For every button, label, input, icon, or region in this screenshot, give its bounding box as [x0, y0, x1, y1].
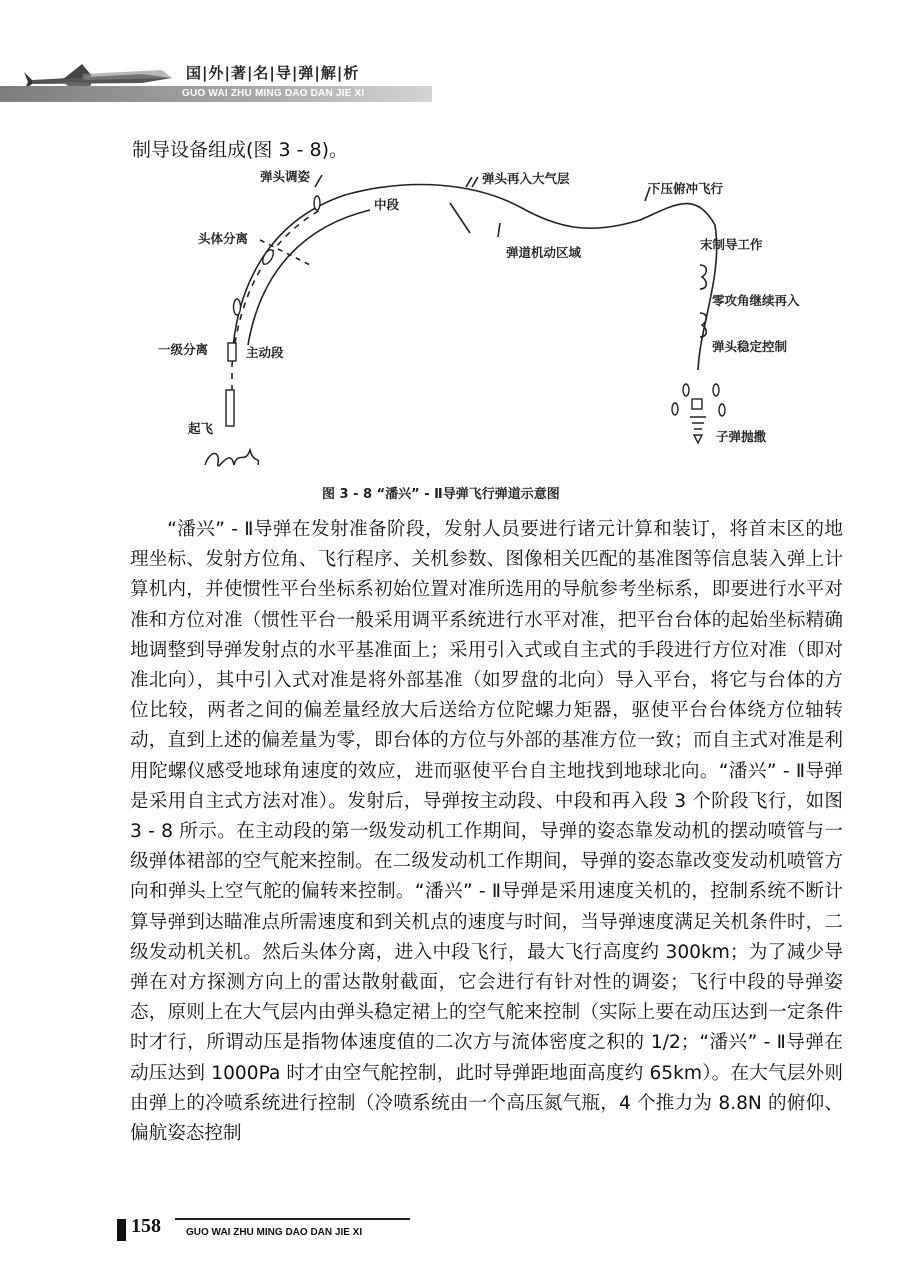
- label-warhead-attitude: 弹头调姿: [260, 169, 311, 184]
- label-boost-phase: 主动段: [246, 345, 284, 360]
- intro-line: 制导设备组成(图 3 - 8)。: [132, 139, 348, 161]
- label-dive: 下压俯冲飞行: [648, 181, 724, 196]
- launch-missile: [226, 390, 234, 426]
- page-header: [0, 0, 910, 110]
- label-midcourse: 中段: [374, 197, 400, 212]
- stage1-booster: [228, 343, 236, 361]
- label-zero-aoa: 零攻角继续再入: [712, 293, 800, 308]
- footer-rule: [175, 1218, 410, 1220]
- footer-pinyin: GUO WAI ZHU MING DAO DAN JIE XI: [186, 1227, 363, 1238]
- body-paragraph: “潘兴” - Ⅱ导弹在发射准备阶段，发射人员要进行诸元计算和装订，将首末区的地理坐标、发射方位角、飞行程序、关机参数、图像相关匹配的基准图等信息装入弹上计算机内，并使惯性平台坐标系初始位置对准所选用的导航参考坐标系，即要进行水平对准和方位对准（惯性平台一般采用调平系统进行水平对准，把平台台体的起始坐标精确地调整到导弹发射点的水平基准面上；采用引入式或自主式的手段进行方位对准（即对准北向），其中引入式对准是将外部基准（如罗盘的北向）导入平台，将它与台体的方位比较，两者之间的偏差量经放大后送给方位陀螺力矩器，驱使平台台体绕方位轴转动，直到上述的偏差量为零，即台体的方位与外部的基准方位一致；而自主式对准是利用陀螺仪感受地球角速度的效应，进而驱使平台自主地找到地球北向。“潘兴” - Ⅱ导弹是采用自主式方法对准）。发射后，导弹按主动段、中段和再入段 3 个阶段飞行，如图 3 - 8 所示。在主动段的第一级发动机工作期间，导弹的姿态靠发动机的摆动喷管与一级弹体裙部的空气舵来控制。在二级发动机工作期间，导弹的姿态靠改变发动机喷管方向和弹头上空气舵的偏转来控制。“潘兴” - Ⅱ导弹是采用速度关机的，控制系统不断计算导弹到达瞄准点所需速度和到关机点的速度与时间，当导弹速度满足关机条件时，二级发动机关机。然后头体分离，进入中段飞行，最大飞行高度约 300km；为了减少导弹在对方探测方向上的雷达散射截面，它会进行有针对性的调姿；飞行中段的导弹姿态，原则上在大气层内由弹头稳定裙上的空气舵来控制（实际上要在动压达到一定条件时才行，所谓动压是指物体速度值的二次方与流体密度之积的 1/2；“潘兴” - Ⅱ导弹在动压达到 1000Pa 时才由空气舵控制，此时导弹距地面高度约 65km）。在大气层外则由弹上的冷喷系统进行控制（冷喷系统由一个高压氮气瓶，4 个推力为 8.8N 的俯仰、偏航姿态控制: [130, 519, 843, 1145]
- warhead-shape-1: [314, 196, 320, 210]
- label-separation: 头体分离: [198, 231, 249, 246]
- warhead-shape-3: [234, 299, 241, 315]
- trajectory-diagram: [120, 165, 840, 475]
- label-maneuver-zone: 弹道机动区域: [506, 245, 582, 260]
- page-number: 158: [131, 1215, 161, 1237]
- label-stage1-separation: 一级分离: [158, 342, 209, 357]
- series-title: 国|外|著|名|导|弹|解|析: [186, 64, 360, 82]
- launch-vehicle-sketch: [205, 450, 258, 466]
- footer-mark: [117, 1219, 126, 1241]
- label-terminal-guidance: 末制导工作: [700, 237, 763, 252]
- label-reentry: 弹头再入大气层: [482, 171, 570, 186]
- series-pinyin: GUO WAI ZHU MING DAO DAN JIE XI: [182, 88, 365, 99]
- label-stability-control: 弹头稳定控制: [712, 339, 788, 354]
- submunition-icon: [690, 417, 706, 443]
- figure-caption: 图 3 - 8 “潘兴” - Ⅱ导弹飞行弹道示意图: [322, 487, 560, 502]
- page-footer: [0, 1205, 910, 1245]
- trajectory-curve: [232, 185, 717, 370]
- label-submunition-dispersal: 子弹抛撒: [716, 429, 767, 444]
- body-text: [130, 515, 843, 1149]
- label-launch: 起飞: [188, 421, 214, 436]
- boost-inner-arc: [248, 210, 370, 345]
